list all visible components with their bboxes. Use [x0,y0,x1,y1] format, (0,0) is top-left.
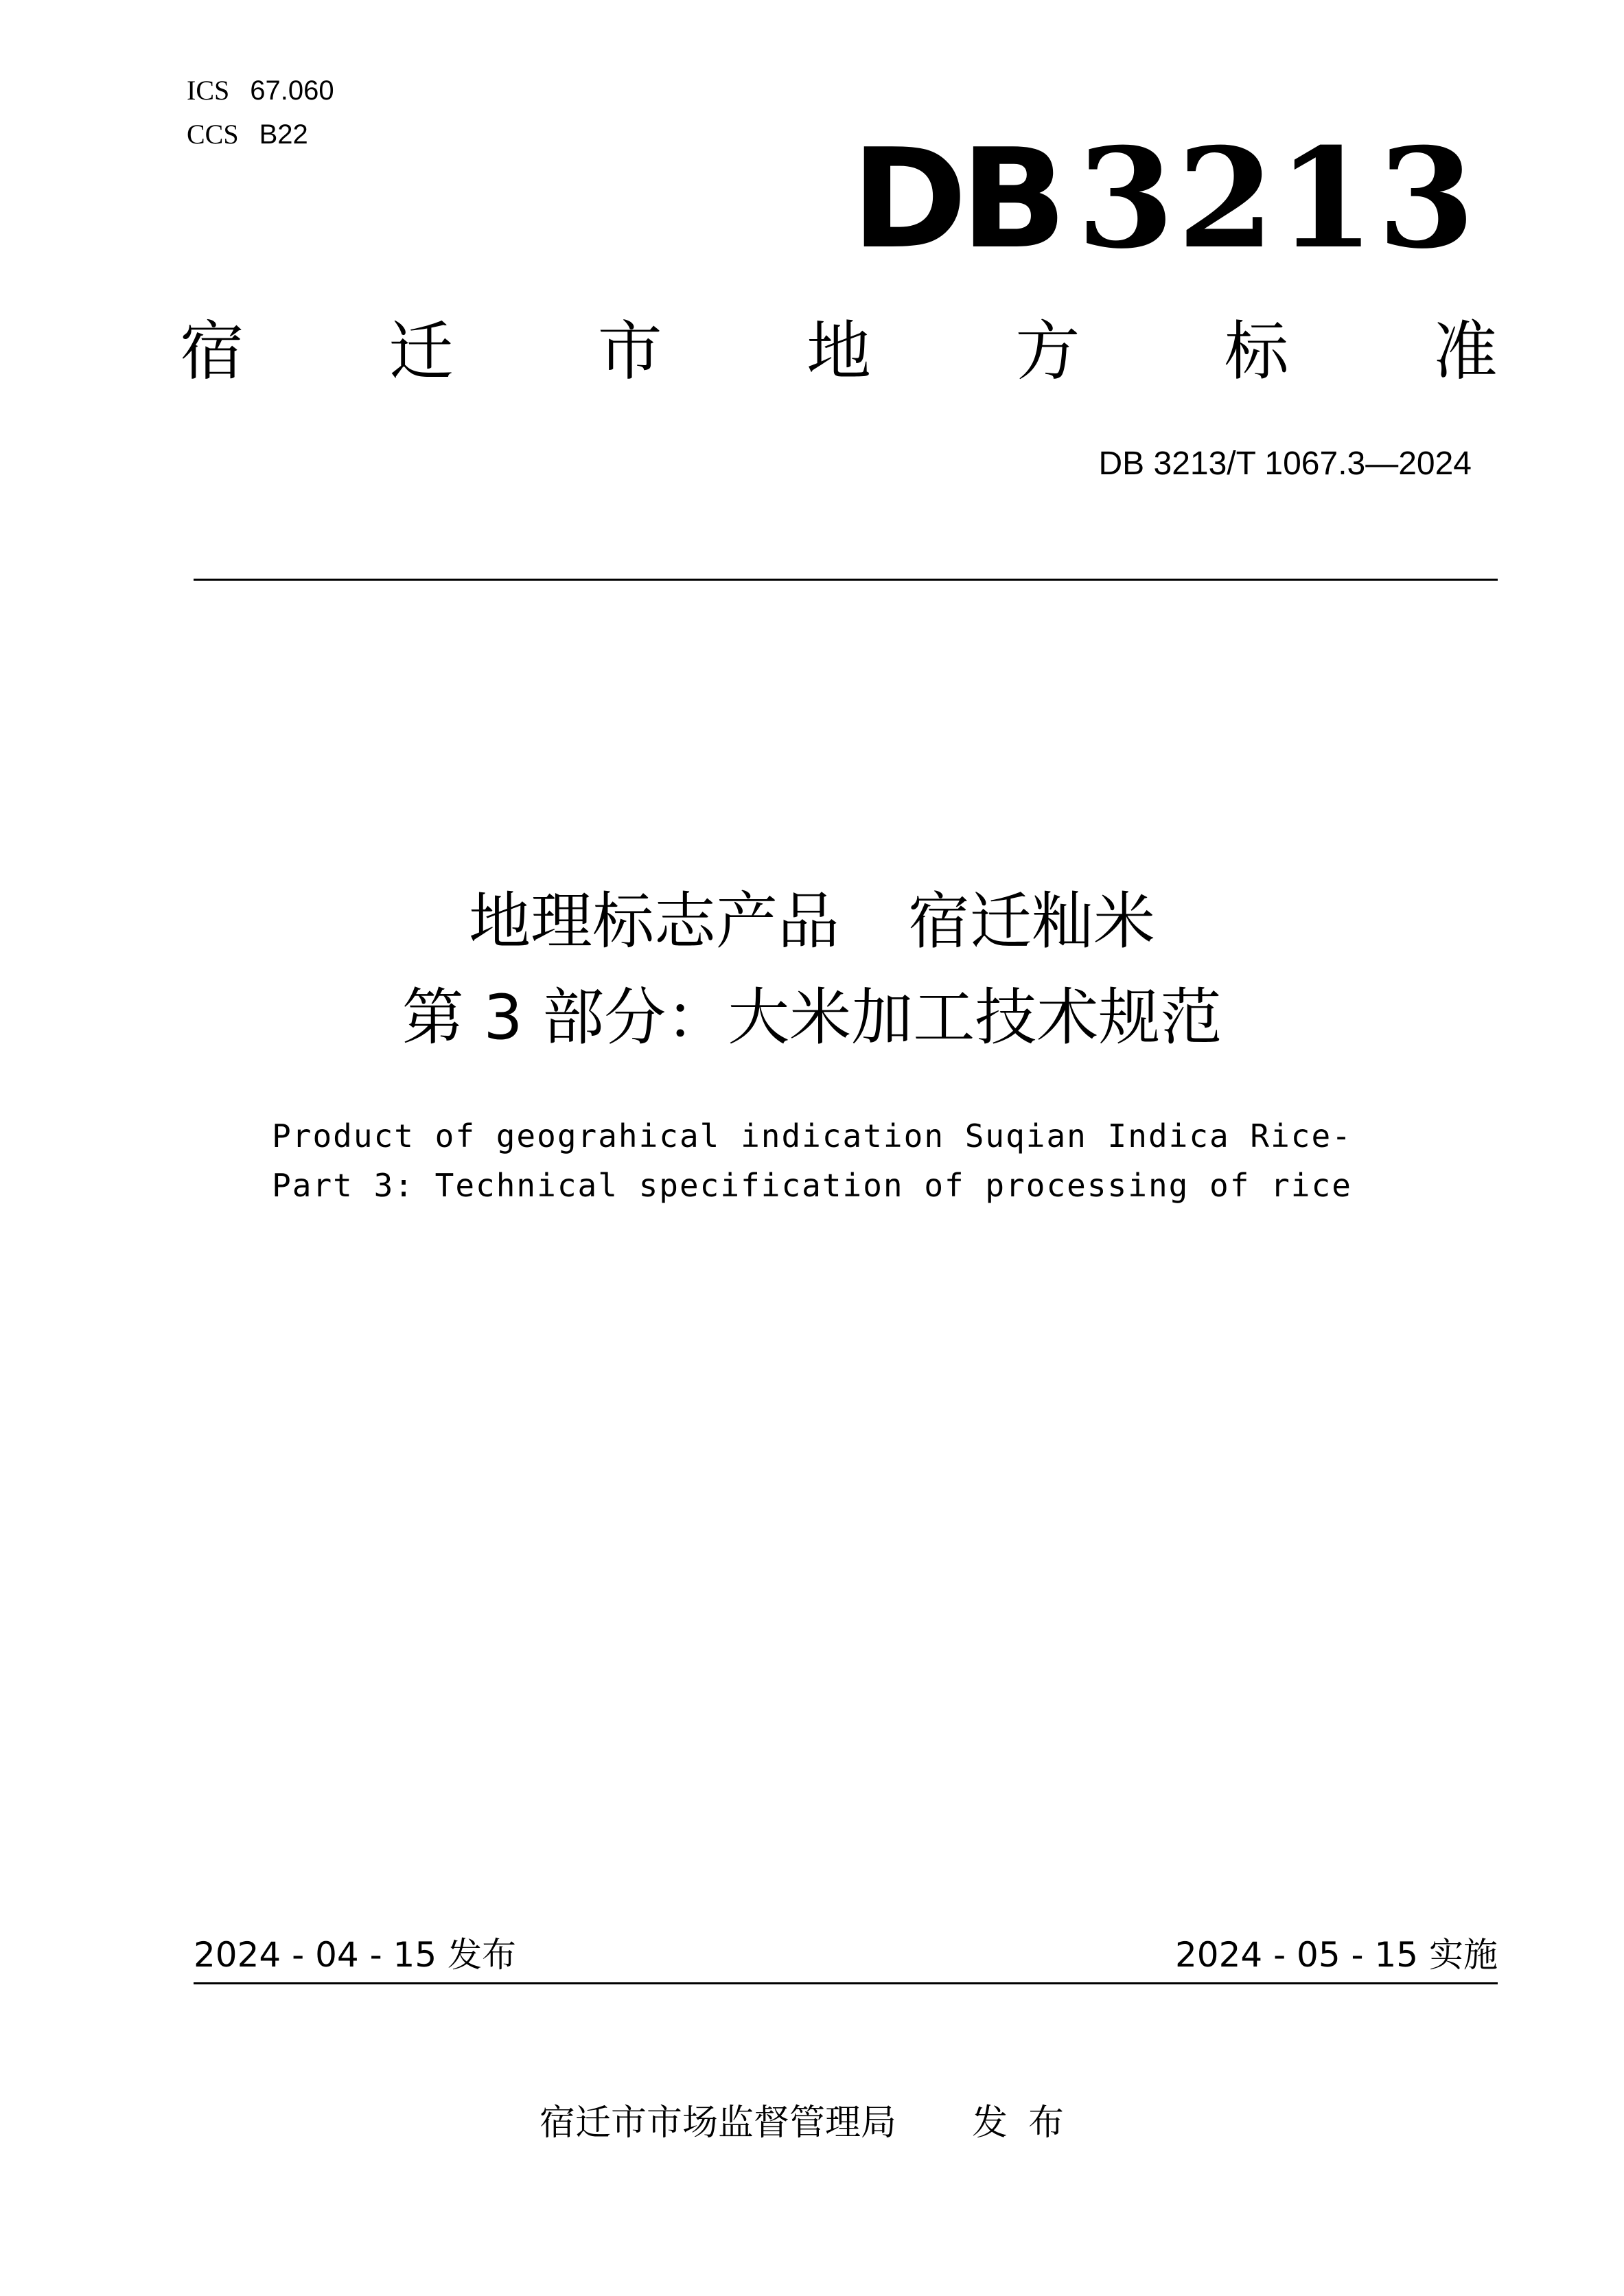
title-cn-part1: 地理标志产品 [469,885,839,958]
bottom-divider [194,1982,1498,1984]
implementation-date: 2024 - 05 - 15 实施 [1174,1935,1498,1975]
heading-char: 方 [1015,314,1080,389]
standard-number: DB 3213/T 1067.3—2024 [1098,445,1472,482]
publisher-action: 发布 [972,2102,1085,2144]
ccs-classification [187,118,308,150]
db-standard-mark [851,118,1478,279]
ics-code: 67.060 [250,76,334,106]
standard-type-heading [180,314,1498,390]
heading-char: 宿 [180,314,245,389]
ccs-code: B22 [259,119,308,150]
title-cn-part2: 宿迁籼米 [908,885,1155,958]
heading-char: 标 [1224,314,1289,389]
ics-label: ICS [187,75,230,106]
heading-char: 市 [597,314,662,389]
heading-char: 迁 [388,314,454,389]
title-cn-line2: 第 3 部分：大米加工技术规范 [402,982,1222,1054]
ics-classification [187,74,334,106]
db-mark-prefix: DB [851,119,1060,279]
ccs-label: CCS [187,119,239,150]
publisher-line [0,2094,1624,2145]
heading-char: 地 [806,314,871,389]
heading-char: 准 [1432,314,1498,389]
issue-date: 2024 - 04 - 15 发布 [194,1935,517,1975]
publisher-name: 宿迁市市场监督管理局 [539,2102,896,2144]
db-mark-code: 3213 [1076,118,1478,279]
title-cn-line1 [0,884,1624,960]
title-en-line1: Product of geograhical indication Suqian Indica Rice- [272,1117,1352,1155]
top-divider [194,579,1498,581]
title-en-line2: Part 3: Technical specification of processing of rice [272,1167,1352,1204]
